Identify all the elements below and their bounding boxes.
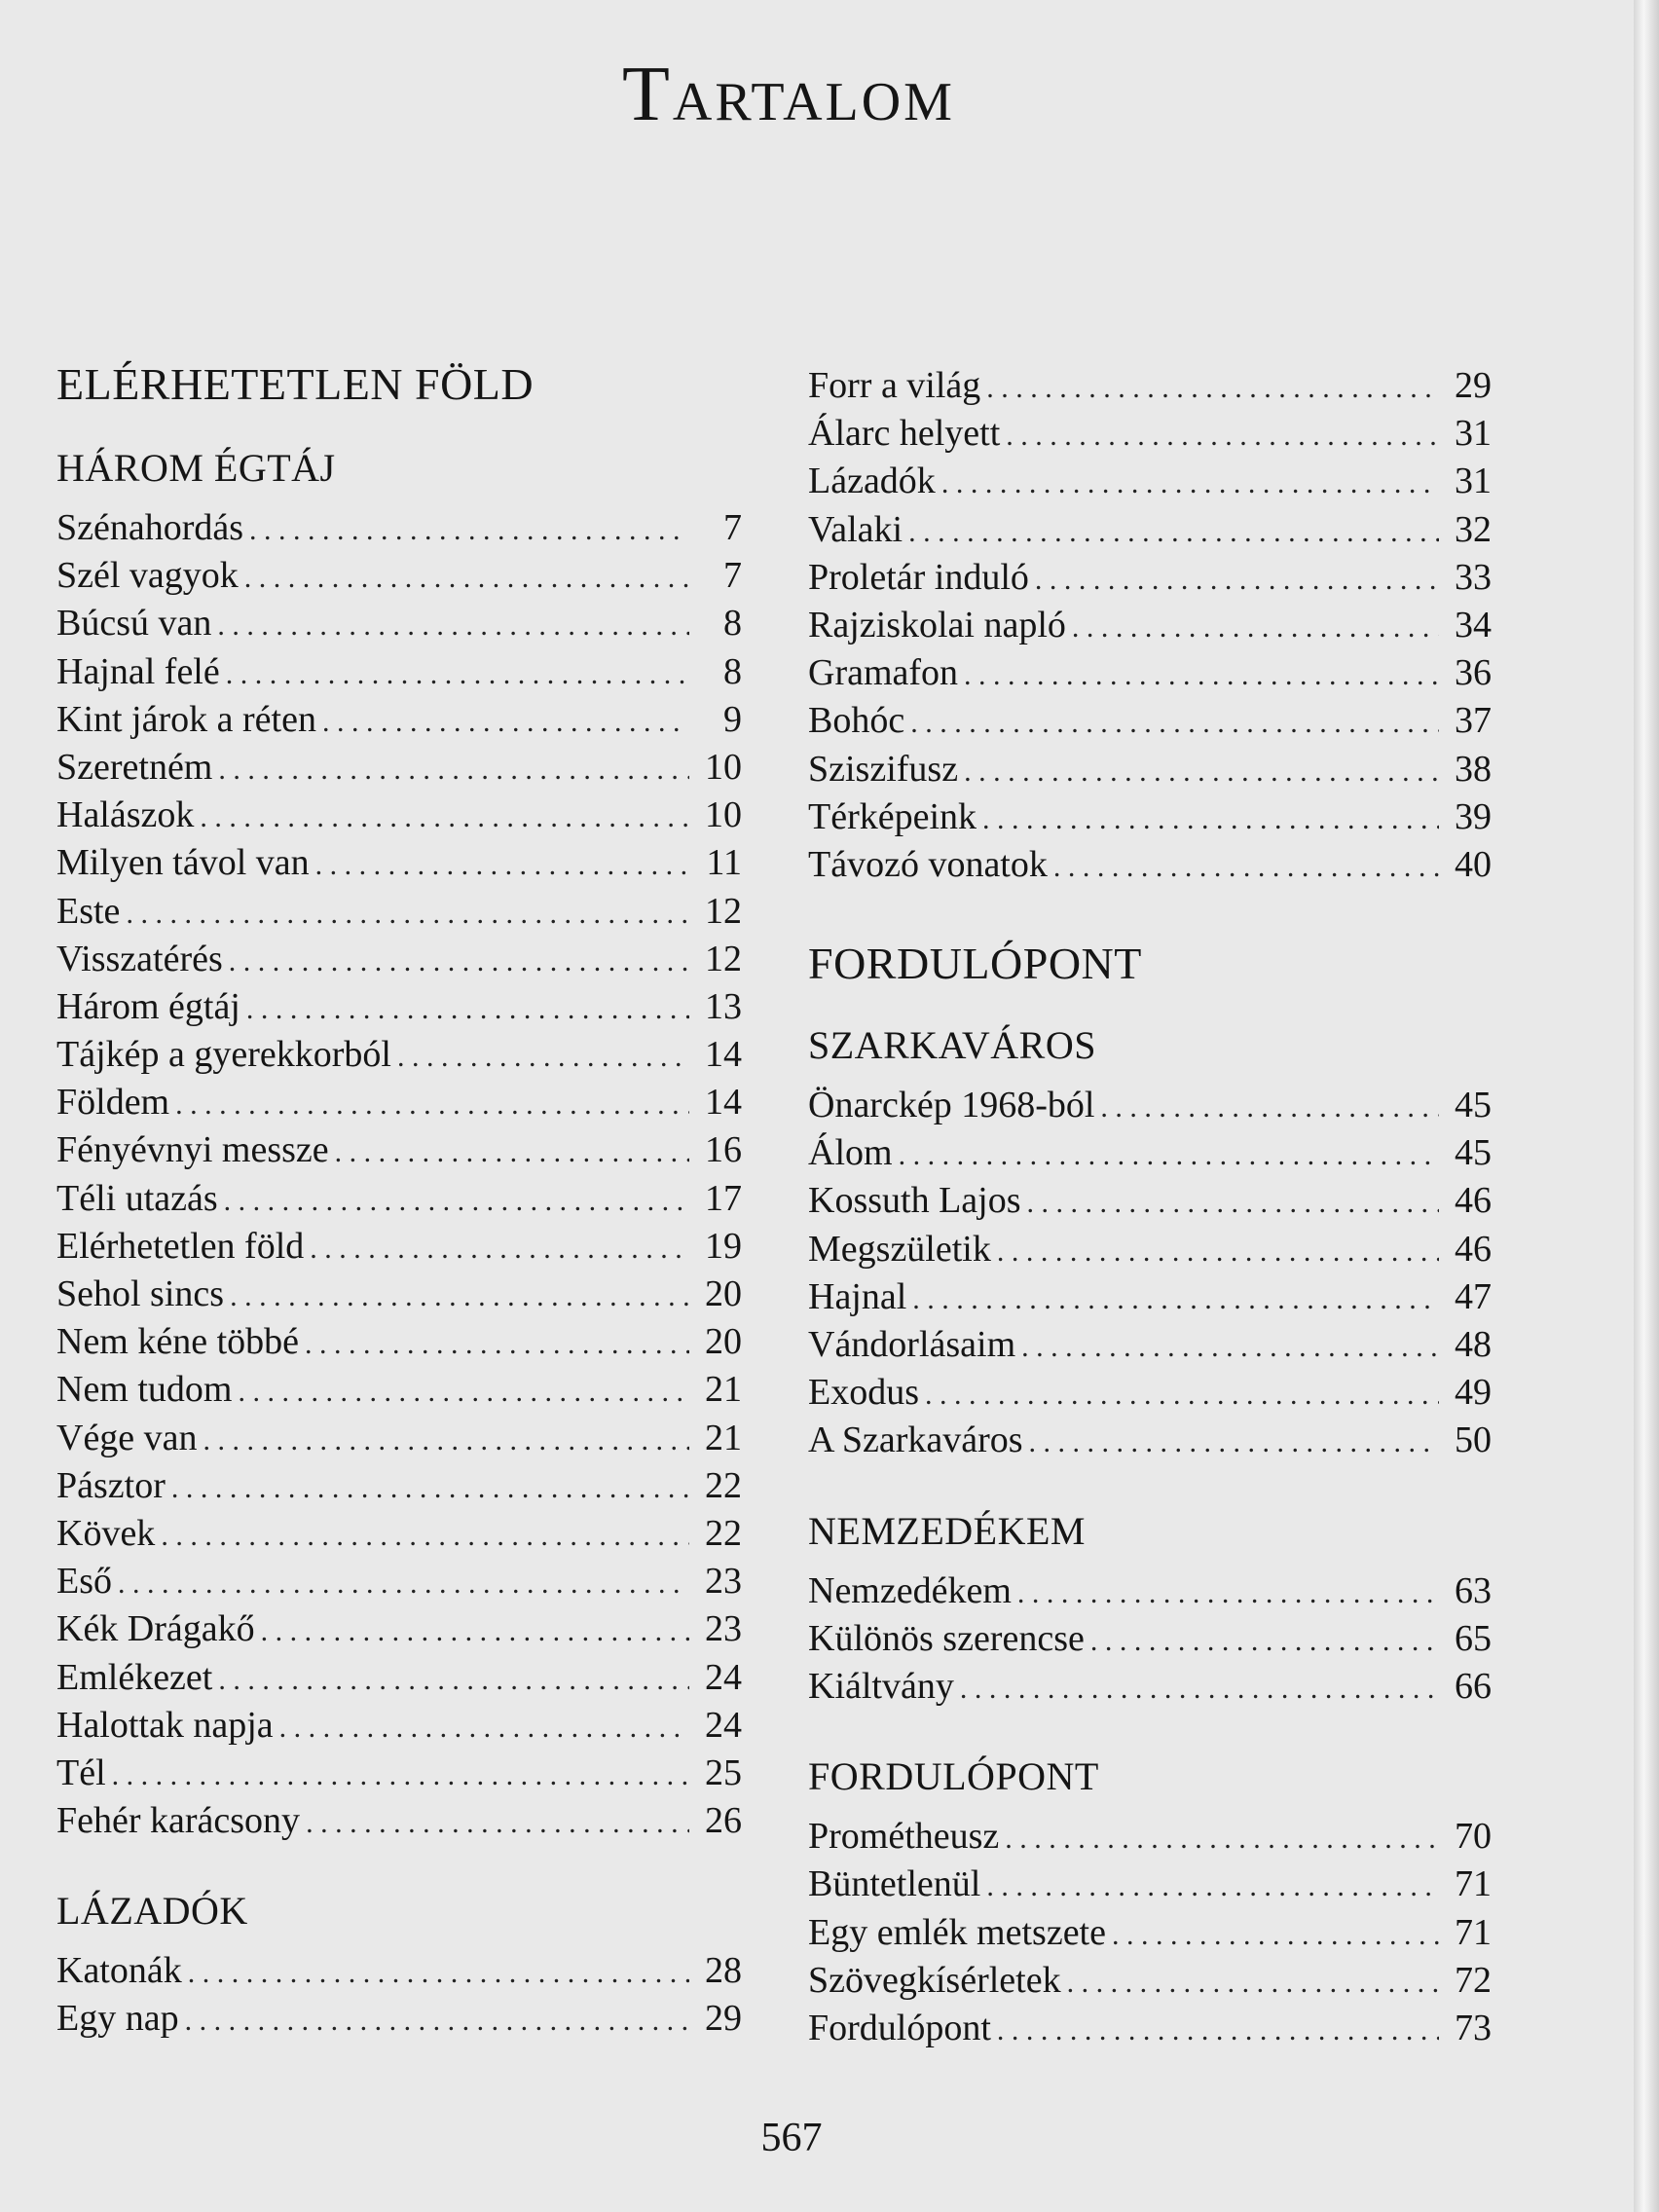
entry-page-number: 66 (1455, 1665, 1492, 1707)
entry-title: Tájkép a gyerekkorból (56, 1034, 391, 1076)
entry-page-number: 48 (1455, 1324, 1492, 1365)
entry-title: Álarc helyett (808, 413, 1001, 455)
toc-entry (56, 504, 742, 552)
dot-leader (1017, 1567, 1439, 1615)
dot-leader (964, 746, 1439, 793)
dot-leader (112, 1750, 689, 1797)
entry-title: Kék Drágakő (56, 1608, 255, 1650)
toc-entry (808, 649, 1492, 697)
dot-leader (238, 1366, 689, 1414)
dot-leader (910, 697, 1439, 745)
entry-page-number: 37 (1455, 700, 1492, 742)
toc-entry (56, 1510, 742, 1558)
entry-title: Hajnal felé (56, 650, 220, 692)
toc-entry (56, 1079, 742, 1126)
dot-leader (279, 1702, 689, 1750)
entry-page-number: 70 (1455, 1816, 1492, 1858)
toc-entry (808, 410, 1492, 458)
entry-page-number: 20 (705, 1321, 742, 1363)
entry-title: Nem tudom (56, 1369, 233, 1411)
entry-title: Fordulópont (808, 2007, 991, 2048)
toc-entry (56, 1797, 742, 1845)
page-edge (1634, 0, 1659, 2212)
toc-entry (808, 793, 1492, 841)
entry-page-number: 17 (705, 1177, 742, 1219)
toc-entry (56, 1702, 742, 1750)
entry-page-number: 29 (1455, 365, 1492, 406)
toc-entry (808, 1957, 1492, 2005)
dot-leader (908, 506, 1439, 554)
left-groups (56, 445, 742, 2044)
entry-title: Nem kéne többé (56, 1321, 300, 1363)
entry-title: Visszatérés (56, 938, 223, 979)
entry-page-number: 71 (1455, 1911, 1492, 1953)
entry-title: Búcsú van (56, 603, 212, 645)
toc-entry (56, 1366, 742, 1414)
toc-entry (808, 1663, 1492, 1711)
entry-page-number: 24 (705, 1704, 742, 1746)
dot-leader (244, 552, 689, 600)
entry-title: A Szarkaváros (808, 1419, 1023, 1461)
entry-title: Fehér karácsony (56, 1800, 301, 1842)
dot-leader (203, 1415, 689, 1462)
dot-leader (306, 1797, 689, 1845)
toc-entry (56, 1415, 742, 1462)
right-groups (808, 1022, 1492, 2052)
entry-page-number: 71 (1455, 1863, 1492, 1905)
entry-title: Büntetlenül (808, 1863, 981, 1905)
dot-leader (217, 600, 689, 647)
section-title: ELÉRHETETLEN FÖLD (56, 359, 535, 409)
entry-page-number: 12 (705, 938, 742, 979)
dot-leader (1027, 1177, 1440, 1225)
entry-title: Távozó vonatok (808, 843, 1048, 885)
entry-page-number: 10 (705, 746, 742, 788)
entry-title: Halászok (56, 794, 195, 836)
toc-entry (56, 552, 742, 600)
entry-page-number: 8 (723, 650, 742, 692)
dot-leader (161, 1510, 689, 1558)
entry-page-number: 21 (705, 1417, 742, 1458)
entry-title: Földem (56, 1082, 170, 1124)
entry-title: Lázadók (808, 461, 936, 502)
entry-page-number: 46 (1455, 1180, 1492, 1222)
dot-leader (315, 839, 689, 887)
dot-leader (1035, 554, 1439, 602)
toc-entry (808, 554, 1492, 602)
entry-title: Álom (808, 1132, 893, 1174)
toc-entry (56, 696, 742, 744)
entry-title: Kiáltvány (808, 1665, 954, 1707)
dot-leader (1112, 1909, 1439, 1957)
toc-entry (808, 1615, 1492, 1663)
dot-leader (1067, 1957, 1439, 2005)
dot-leader (261, 1605, 689, 1653)
toc-entry (808, 1177, 1492, 1225)
dot-leader (118, 1558, 689, 1605)
entry-title: Önarckép 1968-ból (808, 1085, 1095, 1126)
entry-page-number: 32 (1455, 508, 1492, 550)
entry-page-number: 7 (723, 507, 742, 548)
entry-page-number: 28 (705, 1950, 742, 1992)
toc-entry (808, 697, 1492, 745)
toc-entry (808, 506, 1492, 554)
toc-group (808, 1022, 1492, 1465)
entry-page-number: 40 (1455, 843, 1492, 885)
toc-entry (808, 2005, 1492, 2052)
entry-title: Kossuth Lajos (808, 1180, 1021, 1222)
entry-page-number: 65 (1455, 1617, 1492, 1659)
toc-entry (56, 1462, 742, 1510)
dot-leader (1100, 1082, 1439, 1129)
toc-group (56, 1888, 742, 2043)
dot-leader (397, 1031, 689, 1079)
dot-leader (246, 983, 689, 1031)
toc-entry (56, 600, 742, 647)
entry-page-number: 31 (1455, 413, 1492, 455)
toc-entry (808, 1861, 1492, 1908)
entry-title: Szél vagyok (56, 555, 239, 597)
dot-leader (335, 1126, 689, 1174)
entry-title: Katonák (56, 1950, 182, 1992)
entry-title: Eső (56, 1561, 112, 1603)
entry-page-number: 24 (705, 1656, 742, 1698)
group-title: LÁZADÓK (56, 1889, 248, 1934)
toc-entry (56, 1605, 742, 1653)
toc-entry (56, 792, 742, 839)
dot-leader (941, 458, 1439, 505)
toc-entry (56, 1654, 742, 1702)
dot-leader (912, 1273, 1439, 1321)
toc-entry (56, 1271, 742, 1318)
entry-page-number: 25 (705, 1751, 742, 1793)
entry-title: Forr a világ (808, 365, 981, 406)
toc-entry (56, 1558, 742, 1605)
toc-entry (56, 744, 742, 792)
dot-leader (126, 888, 689, 936)
left-column (56, 358, 742, 2086)
continued-entries (808, 362, 1492, 889)
entry-title: Különös szerencse (808, 1617, 1085, 1659)
page-number: 567 (760, 2116, 823, 2160)
section-title: FORDULÓPONT (808, 939, 1142, 989)
toc-group (56, 445, 742, 1845)
toc-entry (56, 1947, 742, 1995)
toc-entry (808, 362, 1492, 410)
entry-page-number: 50 (1455, 1419, 1492, 1461)
toc-entry (808, 841, 1492, 889)
entry-page-number: 23 (705, 1561, 742, 1603)
entry-page-number: 8 (723, 603, 742, 645)
dot-leader (175, 1079, 689, 1126)
entry-page-number: 38 (1455, 748, 1492, 790)
toc-entry (56, 1995, 742, 2043)
toc-entry (808, 1567, 1492, 1615)
toc-group (808, 1508, 1492, 1712)
dot-leader (1072, 602, 1439, 649)
toc-entry (808, 1417, 1492, 1464)
toc-entry (808, 1273, 1492, 1321)
toc-entry (808, 746, 1492, 793)
entry-page-number: 9 (723, 698, 742, 740)
entry-title: Szeretném (56, 746, 213, 788)
group-title: FORDULÓPONT (808, 1754, 1099, 1799)
dot-leader (960, 1663, 1439, 1711)
toc-entry (56, 888, 742, 936)
dot-leader (226, 648, 689, 696)
entry-title: Három égtáj (56, 985, 240, 1027)
entry-page-number: 63 (1455, 1569, 1492, 1611)
entry-page-number: 47 (1455, 1275, 1492, 1317)
toc-entry (808, 1321, 1492, 1369)
entry-title: Vége van (56, 1417, 198, 1458)
toc-entry (56, 1175, 742, 1223)
dot-leader (171, 1462, 689, 1510)
entry-page-number: 16 (705, 1129, 742, 1171)
entry-page-number: 14 (705, 1082, 742, 1124)
dot-leader (997, 1226, 1439, 1273)
entry-page-number: 11 (706, 842, 742, 884)
entry-page-number: 26 (705, 1800, 742, 1842)
entry-title: Bohóc (808, 700, 905, 742)
entry-title: Hajnal (808, 1275, 907, 1317)
entry-title: Gramafon (808, 652, 959, 694)
dot-leader (986, 362, 1439, 410)
entry-page-number: 22 (705, 1464, 742, 1506)
dot-leader (249, 504, 689, 552)
entry-page-number: 73 (1455, 2007, 1492, 2048)
toc-entry (808, 1813, 1492, 1861)
dot-leader (964, 649, 1439, 697)
entry-title: Proletár induló (808, 556, 1029, 598)
entry-title: Prométheusz (808, 1816, 1000, 1858)
toc-entry (808, 1226, 1492, 1273)
entry-page-number: 45 (1455, 1085, 1492, 1126)
entry-title: Szénahordás (56, 507, 244, 548)
entry-title: Megszületik (808, 1228, 991, 1270)
entry-page-number: 12 (705, 890, 742, 932)
entry-title: Halottak napja (56, 1704, 274, 1746)
toc-entry (808, 1082, 1492, 1129)
toc-entry (56, 1126, 742, 1174)
dot-leader (1090, 1615, 1439, 1663)
dot-leader (925, 1369, 1439, 1417)
dot-leader (218, 1654, 689, 1702)
toc-entry (808, 1369, 1492, 1417)
entry-page-number: 19 (705, 1225, 742, 1267)
entry-page-number: 22 (705, 1512, 742, 1554)
dot-leader (229, 936, 689, 983)
entry-page-number: 23 (705, 1608, 742, 1650)
dot-leader (899, 1129, 1439, 1177)
toc-entry (56, 983, 742, 1031)
entry-title: Este (56, 890, 121, 932)
entry-page-number: 14 (705, 1034, 742, 1076)
entry-title: Egy emlék metszete (808, 1911, 1106, 1953)
toc-entry (56, 936, 742, 983)
entry-title: Valaki (808, 508, 903, 550)
entry-title: Térképeink (808, 795, 977, 837)
entry-title: Egy nap (56, 1998, 179, 2040)
dot-leader (310, 1223, 689, 1271)
toc-entry (56, 1031, 742, 1079)
dot-leader (230, 1271, 689, 1318)
entry-title: Tél (56, 1751, 106, 1793)
entry-page-number: 20 (705, 1273, 742, 1314)
entry-page-number: 46 (1455, 1228, 1492, 1270)
toc-group (808, 1753, 1492, 2052)
dot-leader (1005, 1813, 1439, 1861)
entry-title: Nemzedékem (808, 1569, 1012, 1611)
entry-page-number: 31 (1455, 461, 1492, 502)
group-title: SZARKAVÁROS (808, 1023, 1096, 1068)
dot-leader (1006, 410, 1439, 458)
dot-leader (185, 1995, 689, 2043)
entry-title: Exodus (808, 1372, 919, 1414)
entry-page-number: 21 (705, 1369, 742, 1411)
toc-entry (808, 1129, 1492, 1177)
dot-leader (997, 2005, 1439, 2052)
entry-title: Sehol sincs (56, 1273, 225, 1314)
toc-entry (56, 839, 742, 887)
page-title: Tartalom (622, 52, 955, 137)
entry-page-number: 49 (1455, 1372, 1492, 1414)
entry-page-number: 36 (1455, 652, 1492, 694)
toc-entry (56, 648, 742, 696)
toc-entry (808, 458, 1492, 505)
dot-leader (200, 792, 689, 839)
toc-entry (56, 1223, 742, 1271)
toc-entry (808, 602, 1492, 649)
entry-page-number: 72 (1455, 1959, 1492, 2001)
entry-page-number: 34 (1455, 604, 1492, 645)
entry-title: Emlékezet (56, 1656, 213, 1698)
entry-page-number: 13 (705, 985, 742, 1027)
entry-title: Kint járok a réten (56, 698, 316, 740)
entry-title: Milyen távol van (56, 842, 310, 884)
dot-leader (322, 696, 689, 744)
dot-leader (188, 1947, 689, 1995)
entry-page-number: 29 (705, 1998, 742, 2040)
entry-title: Elérhetetlen föld (56, 1225, 305, 1267)
entry-page-number: 10 (705, 794, 742, 836)
entry-page-number: 39 (1455, 795, 1492, 837)
toc-entry (56, 1750, 742, 1797)
dot-leader (1029, 1417, 1439, 1464)
entry-title: Sziszifusz (808, 748, 959, 790)
group-title: HÁROM ÉGTÁJ (56, 446, 336, 490)
entry-page-number: 7 (723, 555, 742, 597)
entry-title: Rajziskolai napló (808, 604, 1066, 645)
dot-leader (305, 1318, 689, 1366)
dot-leader (218, 744, 689, 792)
toc-entry (56, 1318, 742, 1366)
dot-leader (982, 793, 1439, 841)
dot-leader (1021, 1321, 1439, 1369)
dot-leader (1053, 841, 1439, 889)
group-title: NEMZEDÉKEM (808, 1508, 1086, 1553)
dot-leader (986, 1861, 1439, 1908)
entry-title: Vándorlásaim (808, 1324, 1016, 1365)
right-column (808, 362, 1492, 2095)
entry-title: Pásztor (56, 1464, 166, 1506)
entry-page-number: 45 (1455, 1132, 1492, 1174)
entry-title: Téli utazás (56, 1177, 218, 1219)
dot-leader (224, 1175, 689, 1223)
entry-title: Szövegkísérletek (808, 1959, 1061, 2001)
entry-page-number: 33 (1455, 556, 1492, 598)
toc-entry (808, 1909, 1492, 1957)
entry-title: Kövek (56, 1512, 156, 1554)
entry-title: Fényévnyi messze (56, 1129, 329, 1171)
